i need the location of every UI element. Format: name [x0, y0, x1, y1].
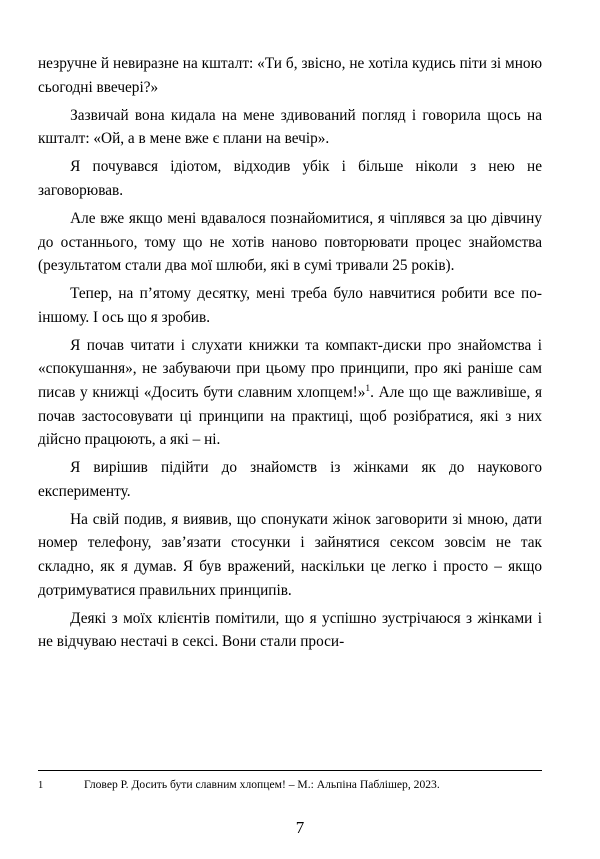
paragraph-8: На свій подив, я виявив, що спонукати жінок заговорити зі мною, дати номер телефону, зав’язати стосунки і зайнятися сексом зовсім не так складно, як я думав. Я був вражений, наскільки це легко і просто – якщо дотримуватися правильних принципів.	[38, 510, 542, 599]
footnote-text: Гловер Р. Досить бути славним хлопцем! – М.: Альпіна Паблішер, 2023.	[84, 778, 440, 791]
page-number: 7	[295, 818, 305, 837]
paragraph-1: незручне й невиразне на кшталт: «Ти б, звісно, не хотіла кудись піти зі мною сьогодні ввечері?»	[38, 55, 542, 96]
paragraph-6-before-footnote: Я почав читати і слухати книжки та компакт-диски про знайомства і «спокушання», не забуваючи при цьому про принципи, про які раніше сам писав у книжці «Досить бути славним хлопцем!»	[38, 336, 542, 401]
footnote-reference-marker[interactable]: 1	[365, 383, 371, 394]
paragraph-5: Тепер, на п’ятому десятку, мені треба було навчитися робити все по-іншому. І ось що я зробив.	[38, 285, 542, 326]
paragraph-6-after-footnote: . Але що ще важливіше, я почав застосовувати ці принципи на практиці, щоб розібратися, які з них дійсно працюють, а які – ні.	[38, 384, 542, 449]
page-body	[38, 52, 542, 654]
paragraph-4: Але вже якщо мені вдавалося познайомитися, я чіплявся за цю дівчину до останнього, тому що не хотів наново повторювати процес знайомства (результатом стали два мої шлюби, які в сумі тривали 25 років).	[38, 210, 542, 275]
footnote-area	[38, 770, 542, 793]
footnote-divider	[38, 770, 542, 771]
paragraph-7: Я вирішив підійти до знайомств із жінками як до наукового експерименту.	[38, 459, 542, 500]
footnote-number: 1	[38, 780, 44, 791]
paragraph-6-with-footnote	[38, 334, 542, 452]
paragraph-9: Деякі з моїх клієнтів помітили, що я успішно зустрічаюся з жінками і не відчуваю нестачі в сексі. Вони стали проси-	[38, 609, 542, 651]
footnote-entry	[38, 777, 542, 793]
paragraph-2: Зазвичай вона кидала на мене здивований погляд і говорила щось на кшталт: «Ой, а в мене вже є плани на вечір».	[38, 106, 542, 148]
paragraph-3: Я почувався ідіотом, відходив убік і більше ніколи з нею не заговорював.	[38, 158, 542, 199]
